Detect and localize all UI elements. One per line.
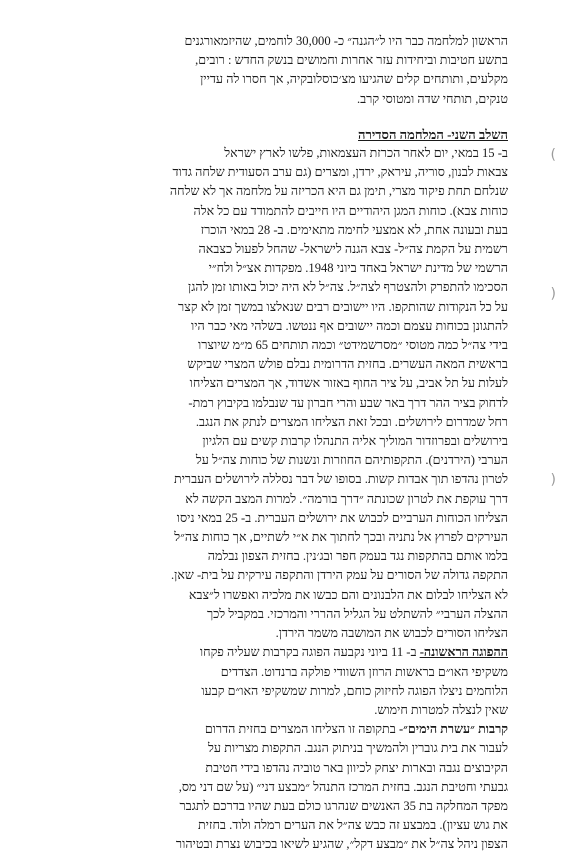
text-line: רחל שמדרום לירושלים. ובכל זאת הצליחו המצרים לנתק את הנגב. [195, 414, 508, 429]
text-line: טנקים, תותחי שדה ומטוסי קרב. [356, 91, 508, 106]
text-line: הצפון ניהל צה״ל את ״מבצע דקל״, שהגיע לשיאו בכיבוש נצרת ובטיהור [175, 837, 508, 852]
text-line: לדחוק בציר ההר דרך באר שבע והרי חברון עד שנבלמו בקיבוץ רמת- [188, 395, 508, 410]
text-line: רשמית על הקמת צה״ל- צבא הגנה לישראל- שהחל לפעול כצבאה [198, 242, 508, 257]
margin-mark: ) [550, 286, 556, 302]
text-line: לעבור את בית גוברין ולהמשיך בניתוק הנגב. התקפות מצריות על [208, 741, 508, 756]
text-line: הצליחו הכוחות הערביים לכבוש את ירושלים העברית. ב- 25 במאי ניסו [176, 510, 508, 525]
text-line: משקיפי האו״ם בראשות הרוזן השוודי פולקה ברנדוט. הצדדים [220, 664, 508, 679]
margin-mark: ( [550, 147, 556, 163]
text-line: להתגונן בכוחות עצמם וכמה יישובים אף ננטשו. בשלהי מאי כבר היו [191, 318, 508, 333]
text-line: הלוחמים ניצלו הפוגה לחיזוק כוחם, למרות שמשקיפי האו״ם קבעו [201, 683, 508, 698]
text-line: בראשית המאה העשרים. בחזית הדרומית נבלם פולש המצרי שביקש [187, 357, 508, 372]
text-line: מפקד המחלקה בת 35 האנשים שנהרגו כולם בעת שהיו בדרכם לתגבר [179, 798, 508, 813]
text-line: בירושלים ובפרוזדור המוליך אליה התנהלו קרבות קשים עם הלגיון [202, 434, 508, 449]
body-paragraph [58, 144, 508, 855]
text-line: הראשון למלחמה כבר היו ל״הגנה״ כ- 30,000 לוחמים, שהיזמאורגנים [184, 34, 508, 48]
text-line: הסכימו להתפרק ולהצטרף לצה״ל. צה״ל לא היה יכול באותו זמן להגן [188, 280, 508, 295]
text-line: הקיבוצים נגבה ובארות יצחק לכיוון באר טוביה נהדפו בידי חטיבת [205, 760, 508, 775]
text-line: בלמו אותם בהתקפות נגד בעמק חפר ובג׳נין. בחזית הצפון נבלמה [207, 549, 508, 564]
text-line: צבאות לבנון, סוריה, עיראק, ירדן, ומצרים (גם ערב הסעודית שלחה גדוד [172, 165, 508, 180]
text-line: הרשמי של מדינת ישראל באחד ביוני 1948. מפקדות אצ״ל ולח״י [208, 261, 508, 276]
ten-days-line [58, 720, 508, 739]
text-line: ההצלה הערבי״ להשתלט על הגליל ההררי והמרכזי. במקביל לכך [206, 606, 508, 621]
text-line: הצליחו הסורים לכבוש את המושבה משמר הירדן. [275, 626, 508, 641]
truce-label: ההפוגה הראשונה- [419, 645, 508, 660]
ten-days-label: קרבות ״עשרת הימים״- [398, 722, 508, 737]
text-line: בידי צה״ל כמה מטוסי ״מסרשמידט״ וכמה תותחים 65 מ״מ שיוצרו [198, 338, 508, 353]
document-page [58, 32, 508, 855]
text-line: בעת ובעונה אחת, לא אמצעי לחימה מתאימים. ב- 28 במאי הוכרז [200, 222, 508, 237]
text-line: שאין לנצלה למטרות חימוש. [374, 702, 508, 717]
text-line: העירקים לפרוץ אל נתניה ובכך לחתוך את א״י לשתיים, אך כוחות צה״ל [174, 530, 508, 545]
text-line: שנלחם תחת פיקוד מצרי, תימן גם היא הכריזה על מלחמה אך לא שלחה [169, 184, 508, 199]
text-line: התקפה גדולה של הסורים על עמק הירדן והתקפה עירקית על בית- שאן. [170, 568, 508, 583]
text-line: גבעתי וחטיבת הנגב. בחזית המרכז התנהל ״מבצע דני״ (על שם דני מס, [178, 779, 508, 794]
text-line: לעלות על תל אביב, על ציר החוף באזור אשדוד, אך המצרים הצליחו [189, 376, 508, 391]
text-line: על כל הנקודות שהותקפו. היו יישובים רבים שנאלצו במשך זמן לא קצר [178, 299, 508, 314]
text-line: ב- 15 במאי, יום לאחר הכרזת העצמאות, פלשו לארץ ישראל [224, 146, 508, 161]
intro-paragraph [58, 32, 508, 109]
text-line: הערבי (הירדנים). התקפותיהם החוזרות ונשנות של כוחות צה״ל על [195, 453, 508, 468]
text-line: מקלעים, ותותחים קלים שהגיעו מצ׳כוסלובקיה, אך חסרו לה עדיין [200, 72, 508, 87]
section-heading: השלב השני- המלחמה הסדירה [358, 126, 508, 142]
text-line: כוחות צבא). כוחות המגן היהודיים היו חייבים להתמודד עם כל אלה [193, 203, 508, 218]
text-line: את גוש עציון). במבצע זה כבש צה״ל את הערים רמלה ולוד. בחזית [197, 818, 508, 833]
truce-line [58, 643, 508, 662]
text-line: לא הצליחו לבלום את הלבנונים והם כבשו את מלכיה ואפשרו ל״צבא [188, 587, 508, 602]
text-line: בתשע חטיבות וביחידות עזר אחרות וחמושים בנשק החדש : רובים, [195, 53, 508, 68]
text-line: לטרון נהדפו תוך אבדות קשות. בסופו של דבר נסללה לירושלים העברית [173, 472, 508, 487]
text-span: בתקופה זו הצליחו המצרים בחזית הדרום [204, 722, 399, 737]
text-span: ב- 11 ביוני נקבעה הפוגה בקרבות שעליה פקחו [199, 645, 420, 660]
margin-mark: ) [550, 472, 556, 488]
text-line: דרך עוקפת את לטרון שכונתה ״דרך בורמה״. למרות המצב הקשה לא [185, 491, 508, 506]
